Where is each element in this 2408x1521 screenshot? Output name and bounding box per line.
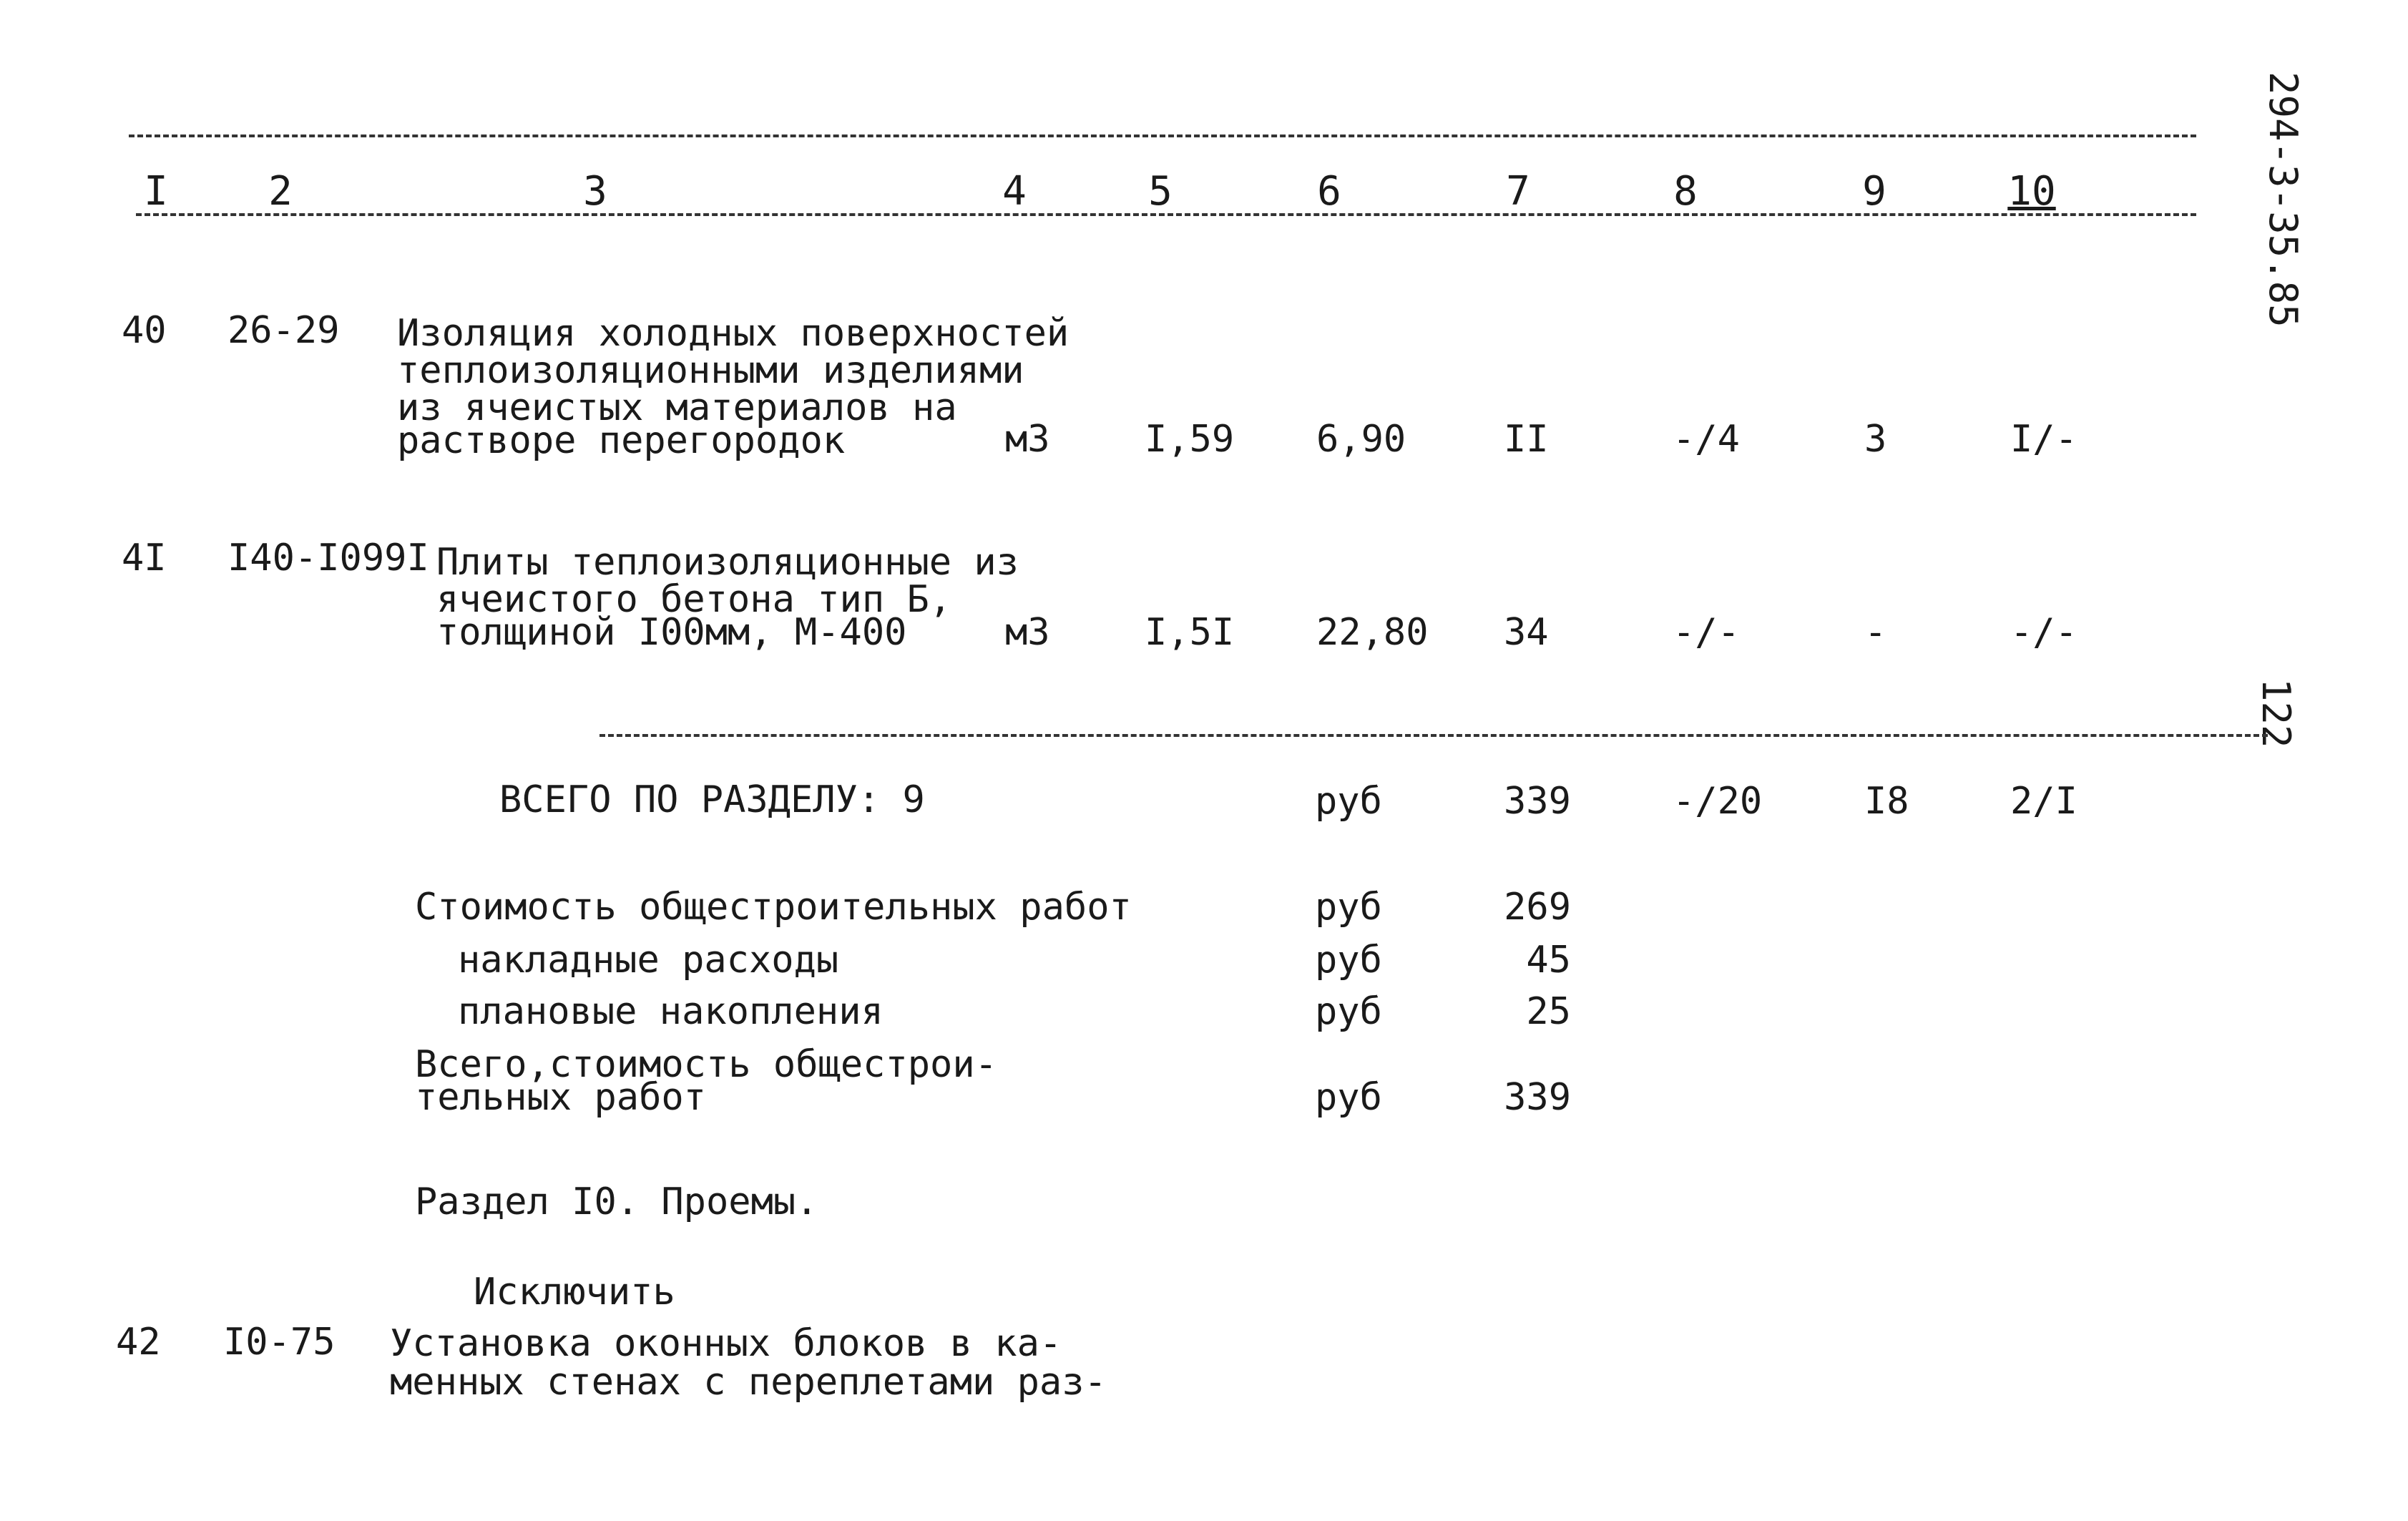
row-col8: -/4 [1673, 418, 1740, 461]
section-heading: Раздел I0. Проемы. [415, 1180, 818, 1223]
row-unit: м3 [1005, 611, 1050, 654]
row-col10: I/- [2010, 418, 2077, 461]
summary-label: тельных работ [415, 1076, 706, 1119]
header-rule-top [129, 135, 2196, 137]
row-price: 22,80 [1316, 611, 1429, 654]
row-code: 26-29 [227, 309, 340, 352]
row-price: 6,90 [1316, 418, 1406, 461]
column-header-3: 3 [583, 168, 607, 215]
summary-unit: руб [1315, 990, 1382, 1033]
row-description-line: растворе перегородок [397, 419, 846, 462]
row-description-line: Плиты теплоизоляционные из [436, 541, 1019, 584]
column-header-7: 7 [1506, 168, 1530, 215]
column-header-2: 2 [268, 168, 293, 215]
column-header-1: I [144, 168, 168, 215]
row-description-line: из ячеистых материалов на [397, 386, 957, 429]
row-code: I40-I099I [227, 537, 429, 579]
column-header-6: 6 [1317, 168, 1341, 215]
summary-label: накладные расходы [458, 939, 839, 982]
row-description-line: Установка оконных блоков в ка- [390, 1322, 1062, 1365]
summary-unit: руб [1315, 1076, 1382, 1119]
row-total: 34 [1504, 611, 1549, 654]
section-total-rule [599, 734, 2268, 737]
row-quantity: I,5I [1145, 611, 1235, 654]
summary-label: Всего,стоимость общестрои- [415, 1043, 997, 1086]
section-total-col9: I8 [1864, 780, 1909, 823]
section-total-value: 339 [1504, 780, 1571, 823]
column-header-8: 8 [1673, 168, 1698, 215]
row-total: II [1504, 418, 1549, 461]
section-total-unit: руб [1315, 780, 1382, 823]
row-col10: -/- [2010, 611, 2077, 654]
summary-label: Стоимость общестроительных работ [415, 886, 1132, 929]
summary-unit: руб [1315, 939, 1382, 982]
row-unit: м3 [1005, 418, 1050, 461]
column-header-10: 10 [2007, 168, 2056, 215]
summary-value: 269 [1504, 886, 1571, 929]
row-col9: - [1864, 611, 1887, 654]
row-number: 4I [122, 537, 167, 579]
document-code: 294-3-35.85 [2261, 72, 2306, 328]
summary-value: 25 [1526, 990, 1571, 1033]
row-quantity: I,59 [1145, 418, 1235, 461]
row-number: 42 [116, 1321, 161, 1364]
row-col8: -/- [1673, 611, 1740, 654]
section-total-label: ВСЕГО ПО РАЗДЕЛУ: 9 [499, 778, 925, 821]
column-header-4: 4 [1002, 168, 1027, 215]
row-col9: 3 [1864, 418, 1887, 461]
page-number: 122 [2253, 678, 2299, 748]
summary-value: 45 [1526, 939, 1571, 982]
row-description-line: ячеистого бетона тип Б, [436, 578, 952, 621]
column-header-9: 9 [1862, 168, 1886, 215]
summary-label: плановые накопления [458, 990, 884, 1033]
exclude-label: Исключить [474, 1271, 675, 1314]
row-description-line: толщиной I00мм, М-400 [436, 611, 907, 654]
row-description-line: Изоляция холодных поверхностей [397, 312, 1070, 355]
summary-value: 339 [1504, 1076, 1571, 1119]
row-description-line: менных стенах с переплетами раз- [390, 1361, 1107, 1404]
summary-unit: руб [1315, 886, 1382, 929]
section-total-col8: -/20 [1673, 780, 1763, 823]
section-total-col10: 2/I [2010, 780, 2077, 823]
row-number: 40 [122, 309, 167, 352]
row-code: I0-75 [223, 1321, 336, 1364]
column-header-5: 5 [1148, 168, 1173, 215]
row-description-line: теплоизоляционными изделиями [397, 349, 1024, 392]
